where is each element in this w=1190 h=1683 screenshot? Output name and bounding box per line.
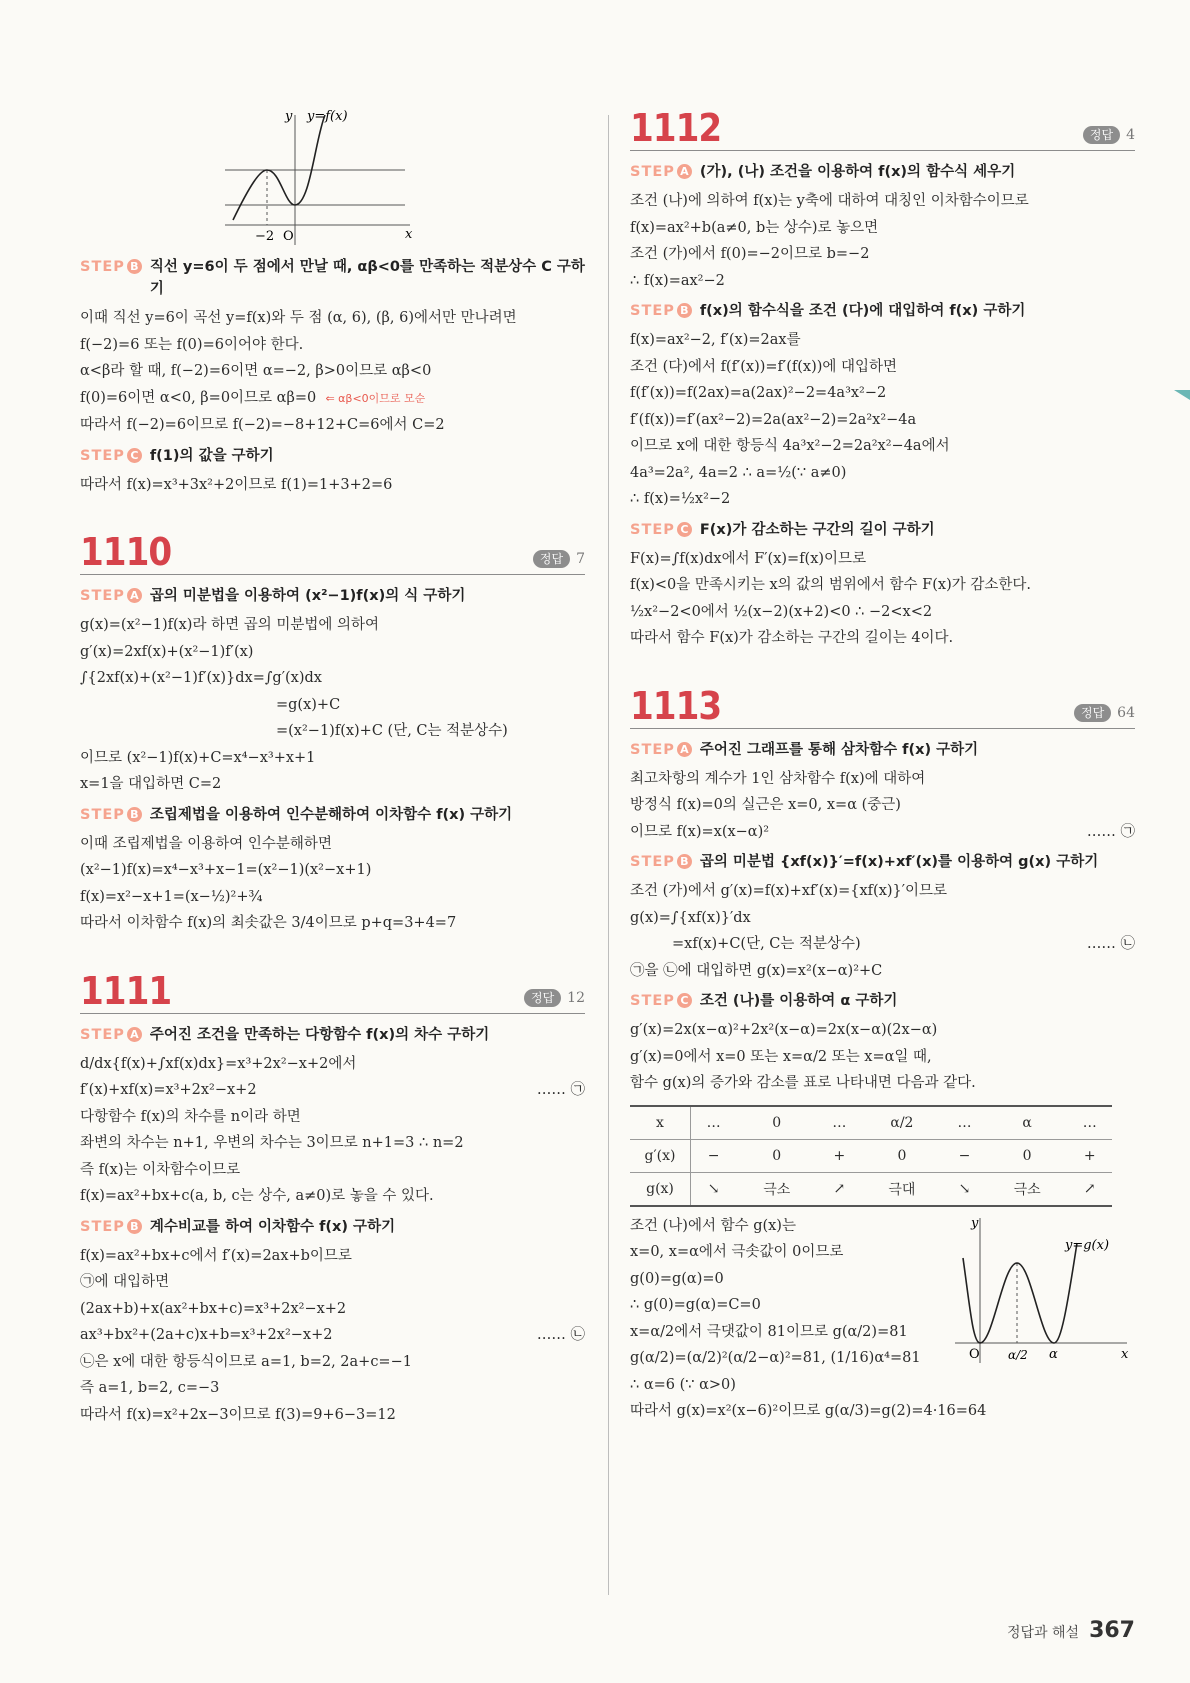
- graph-origin: O: [283, 229, 294, 244]
- step-1109-b: [80, 256, 585, 300]
- table-cell: −: [942, 1139, 986, 1172]
- graph-tick-alpha: α: [1049, 1346, 1058, 1362]
- text-line: 조건 (가)에서 f(0)=−2이므로 b=−2: [630, 246, 870, 262]
- text-line: 따라서 함수 F(x)가 감소하는 구간의 길이는 4이다.: [630, 630, 954, 646]
- problem-number: 1111: [80, 968, 172, 1013]
- step-1112-c: [630, 519, 1135, 541]
- table-cell: …: [1068, 1106, 1113, 1140]
- equation-marker: …… ㉡: [1086, 936, 1135, 952]
- text-line: ½x²−2<0에서 ½(x−2)(x+2)<0 ∴ −2<x<2: [630, 603, 933, 620]
- step-title: 조건 (나)를 이용하여 α 구하기: [699, 993, 898, 1009]
- page-number: 367: [1089, 1618, 1135, 1643]
- text-line: f(x)=ax²+bx+c에서 f′(x)=2ax+b이므로: [80, 1247, 352, 1264]
- step-1113-b: [630, 851, 1135, 873]
- right-column: [630, 72, 1135, 1425]
- step-1111-b: [80, 1216, 585, 1238]
- text-line: x=1을 대입하면 C=2: [80, 776, 222, 792]
- curve-f: [233, 115, 325, 220]
- problem-number: 1112: [630, 106, 722, 150]
- table-cell: …: [942, 1106, 986, 1140]
- answer-value: 64: [1117, 704, 1135, 721]
- answer-value: 4: [1126, 127, 1135, 143]
- table-cell: α/2: [862, 1106, 943, 1140]
- table-cell: …: [691, 1106, 737, 1140]
- text-line: x=0, x=α에서 극솟값이 0이므로: [630, 1244, 844, 1260]
- step-tag: STEP B: [80, 1216, 142, 1238]
- text-line: ㉠에 대입하면: [80, 1274, 170, 1290]
- table-row: [630, 1106, 1112, 1140]
- text-line: 이므로 x에 대한 항등식 4a³x²−2=2a²x²−4a에서: [630, 438, 950, 454]
- graph-x-label: x: [405, 227, 413, 242]
- step-tag: STEP A: [80, 585, 142, 607]
- table-cell: ↘: [691, 1172, 737, 1206]
- column-divider: [608, 115, 609, 1595]
- step-title: 조립제법을 이용하여 인수분해하여 이차함수 f(x) 구하기: [149, 806, 513, 823]
- step-tag: STEP C: [630, 519, 692, 541]
- text-line: f′(f(x))=f′(ax²−2)=2a(ax²−2)=2a²x²−4a: [630, 411, 917, 428]
- text-line: 조건 (다)에서 f(f′(x))=f′(f(x))에 대입하면: [630, 358, 898, 375]
- text-line: x=α/2에서 극댓값이 81이므로 g(α/2)=81: [630, 1323, 908, 1340]
- text-line: ∴ f(x)=½x²−2: [630, 491, 731, 507]
- problem-header-1110: [80, 526, 585, 575]
- step-tag: STEP A: [630, 161, 692, 183]
- table-cell: +: [1068, 1139, 1113, 1172]
- step-1112-b: [630, 300, 1135, 322]
- text-line: f(f′(x))=f(2ax)=a(2ax)²−2=4a³x²−2: [630, 385, 887, 401]
- text-line: =g(x)+C: [276, 696, 341, 713]
- text-line: 이때 직선 y=6이 곡선 y=f(x)와 두 점 (α, 6), (β, 6)에서만 만나려면: [80, 310, 517, 326]
- step-1113-c: [630, 990, 1135, 1012]
- text-line: ∫{2xf(x)+(x²−1)f′(x)}dx=∫g′(x)dx: [80, 670, 322, 686]
- text-line: f(x)=ax²+b(a≠0, b는 상수)로 놓으면: [630, 219, 879, 236]
- text-line: g(α/2)=(α/2)²(α/2−α)²=81, (1/16)α⁴=81: [630, 1350, 921, 1366]
- graph-x-label: x: [1121, 1346, 1129, 1362]
- sign-table: [630, 1105, 1112, 1207]
- table-cell: 0: [987, 1139, 1068, 1172]
- text-line: f′(x)+xf(x)=x³+2x²−x+2 …… ㉠: [80, 1077, 585, 1104]
- step-title: 계수비교를 하여 이차함수 f(x) 구하기: [149, 1218, 396, 1235]
- text-line: =xf(x)+C(단, C는 적분상수) …… ㉡: [630, 931, 1135, 958]
- left-column: [80, 100, 585, 1428]
- text-line: 즉 f(x)는 이차함수이므로: [80, 1161, 241, 1178]
- step-title: 곱의 미분법을 이용하여 (x²−1)f(x)의 식 구하기: [149, 588, 466, 604]
- problem-header-1111: [80, 965, 585, 1014]
- table-cell: 0: [736, 1106, 817, 1140]
- text-line: =(x²−1)f(x)+C (단, C는 적분상수): [276, 723, 508, 739]
- problem-number: 1110: [80, 530, 172, 574]
- text-line: f(x)=ax²−2, f′(x)=2ax를: [630, 332, 801, 348]
- step-1110-a: [80, 585, 585, 607]
- step-1112-a: [630, 161, 1135, 183]
- text-line: 따라서 f(x)=x³+3x²+2이므로 f(1)=1+3+2=6: [80, 476, 393, 493]
- graph-g-svg: [945, 1213, 1135, 1373]
- answer-value: 7: [576, 551, 585, 567]
- step-tag: STEP B: [80, 256, 142, 278]
- table-cell: …: [817, 1106, 861, 1140]
- table-cell: ↗: [817, 1172, 861, 1206]
- text-line: d/dx{f(x)+∫xf(x)dx}=x³+2x²−x+2에서: [80, 1055, 357, 1072]
- text-line: f(x)=x²−x+1=(x−½)²+¾: [80, 888, 263, 905]
- equation-marker: …… ㉠: [536, 1082, 585, 1098]
- step-title: F(x)가 감소하는 구간의 길이 구하기: [699, 521, 935, 538]
- text-line: g(0)=g(α)=0: [630, 1270, 724, 1287]
- table-cell: 극소: [736, 1172, 817, 1206]
- contradiction-note: ⇐ αβ<0이므로 모순: [325, 391, 426, 405]
- text-line: g(x)=∫{xf(x)}′dx: [630, 909, 751, 926]
- footer-label: 정답과 해설: [1006, 1625, 1080, 1641]
- text-line: α<β라 할 때, f(−2)=6이면 α=−2, β>0이므로 αβ<0: [80, 363, 432, 379]
- text-line: ax³+bx²+(2a+c)x+b=x³+2x²−x+2 …… ㉡: [80, 1322, 585, 1349]
- graph-tick-minus2: −2: [255, 229, 275, 244]
- text-line: 이때 조립제법을 이용하여 인수분해하면: [80, 835, 332, 852]
- step-title: 주어진 조건을 만족하는 다항함수 f(x)의 차수 구하기: [149, 1026, 490, 1043]
- table-cell: 극소: [987, 1172, 1068, 1206]
- table-cell: ↗: [1068, 1172, 1113, 1206]
- table-cell: ↘: [942, 1172, 986, 1206]
- table-cell: 극대: [862, 1172, 943, 1206]
- table-cell: α: [987, 1106, 1068, 1140]
- text-line: g(x)=(x²−1)f(x)라 하면 곱의 미분법에 의하여: [80, 617, 379, 633]
- text-line: g′(x)=2xf(x)+(x²−1)f′(x): [80, 643, 254, 660]
- graph-y-label: y: [971, 1215, 979, 1231]
- answer: [1083, 126, 1135, 144]
- text-line: 최고차항의 계수가 1인 삼차함수 f(x)에 대하여: [630, 770, 926, 787]
- step-1109-c: [80, 445, 585, 467]
- step-tag: STEP A: [80, 1024, 142, 1046]
- table-cell: g′(x): [630, 1139, 691, 1172]
- step-tag: STEP B: [80, 804, 142, 826]
- table-cell: g(x): [630, 1172, 691, 1206]
- text-line: g′(x)=2x(x−α)²+2x²(x−α)=2x(x−α)(2x−α): [630, 1022, 938, 1038]
- edge-tab-marker: [1174, 390, 1190, 400]
- step-title: f(x)의 함수식을 조건 (다)에 대입하여 f(x) 구하기: [699, 303, 1026, 319]
- equation-marker: …… ㉡: [536, 1327, 585, 1343]
- text-line: ㉠을 ㉡에 대입하면 g(x)=x²(x−α)²+C: [630, 962, 883, 979]
- text-line: 따라서 f(−2)=6이므로 f(−2)=−8+12+C=6에서 C=2: [80, 417, 445, 433]
- problem-header-1113: [630, 680, 1135, 729]
- text-line: g′(x)=0에서 x=0 또는 x=α/2 또는 x=α일 때,: [630, 1048, 932, 1065]
- text-line: 방정식 f(x)=0의 실근은 x=0, x=α (중근): [630, 797, 901, 813]
- text-line: 다항함수 f(x)의 차수를 n이라 하면: [80, 1108, 301, 1125]
- graph-f: [225, 100, 425, 250]
- problem-number: 1113: [630, 683, 722, 728]
- answer: [524, 989, 585, 1007]
- step-title: 주어진 그래프를 통해 삼차함수 f(x) 구하기: [699, 741, 979, 758]
- answer-badge: 정답: [524, 989, 561, 1007]
- answer: [1074, 704, 1135, 722]
- text-line: 이므로 f(x)=x(x−α)² …… ㉠: [630, 819, 1135, 846]
- answer: [533, 550, 585, 568]
- text-line: f(x)=ax²+bx+c(a, b, c는 상수, a≠0)로 놓을 수 있다.: [80, 1188, 434, 1204]
- step-tag: STEP C: [80, 445, 142, 467]
- step-title: 직선 y=6이 두 점에서 만날 때, αβ<0를 만족하는 적분상수 C 구하기: [149, 259, 585, 297]
- page-footer: [1007, 1618, 1135, 1643]
- graph-tick-alpha-half: α/2: [1008, 1347, 1028, 1362]
- step-tag: STEP B: [630, 300, 692, 322]
- graph-origin: O: [969, 1346, 980, 1362]
- graph-curve-label: y=f(x): [307, 109, 348, 124]
- table-cell: 0: [862, 1139, 943, 1172]
- problem-header-1112: [630, 102, 1135, 151]
- table-cell: −: [691, 1139, 737, 1172]
- conclusion-with-graph: [630, 1213, 1135, 1425]
- table-cell: 0: [736, 1139, 817, 1172]
- text-line: 조건 (가)에서 g′(x)=f(x)+xf′(x)={xf(x)}′이므로: [630, 883, 948, 899]
- table-cell: x: [630, 1106, 691, 1140]
- step-1111-a: [80, 1024, 585, 1046]
- graph-g: [945, 1213, 1135, 1373]
- graph-y-label: y: [285, 109, 293, 124]
- text-line: 따라서 이차함수 f(x)의 최솟값은 3/4이므로 p+q=3+4=7: [80, 915, 457, 931]
- text-line: (x²−1)f(x)=x⁴−x³+x−1=(x²−1)(x²−x+1): [80, 862, 372, 878]
- text-line: 이므로 (x²−1)f(x)+C=x⁴−x³+x+1: [80, 749, 316, 766]
- table-row: [630, 1172, 1112, 1206]
- step-tag: STEP B: [630, 851, 692, 873]
- text-line: 따라서 g(x)=x²(x−6)²이므로 g(α/3)=g(2)=4·16=64: [630, 1403, 987, 1419]
- text-line: F(x)=∫f(x)dx에서 F′(x)=f(x)이므로: [630, 550, 867, 567]
- text-line: 4a³=2a², 4a=2 ∴ a=½(∵ a≠0): [630, 464, 847, 481]
- text-line: 조건 (나)에서 함수 g(x)는: [630, 1217, 796, 1234]
- text-line: (2ax+b)+x(ax²+bx+c)=x³+2x²−x+2: [80, 1300, 347, 1317]
- text-line: ∴ α=6 (∵ α>0): [630, 1376, 736, 1393]
- graph-curve-label: y=g(x): [1065, 1237, 1110, 1253]
- text-line: 조건 (나)에 의하여 f(x)는 y축에 대하여 대칭인 이차함수이므로: [630, 193, 1029, 209]
- text-line: 따라서 f(x)=x²+2x−3이므로 f(3)=9+6−3=12: [80, 1406, 396, 1423]
- text-line: ㉡은 x에 대한 항등식이므로 a=1, b=2, 2a+c=−1: [80, 1353, 412, 1370]
- text-line: f(−2)=6 또는 f(0)=6이어야 한다.: [80, 336, 304, 353]
- text-line: 즉 a=1, b=2, c=−3: [80, 1380, 220, 1396]
- table-cell: +: [817, 1139, 861, 1172]
- step-tag: STEP C: [630, 990, 692, 1012]
- graph-f-svg: [225, 100, 425, 250]
- text-line: f(0)=6이면 α<0, β=0이므로 αβ=0 ⇐ αβ<0이므로 모순: [80, 389, 426, 406]
- step-1110-b: [80, 804, 585, 826]
- text-line: ∴ g(0)=g(α)=C=0: [630, 1297, 761, 1313]
- step-1113-a: [630, 739, 1135, 761]
- answer-badge: 정답: [1074, 704, 1111, 722]
- answer-value: 12: [567, 989, 585, 1006]
- text-line: 좌변의 차수는 n+1, 우변의 차수는 3이므로 n+1=3 ∴ n=2: [80, 1135, 464, 1151]
- text-line: ∴ f(x)=ax²−2: [630, 272, 725, 289]
- answer-badge: 정답: [1083, 126, 1120, 144]
- answer-badge: 정답: [533, 550, 570, 568]
- step-title: (가), (나) 조건을 이용하여 f(x)의 함수식 세우기: [699, 164, 1016, 180]
- text-line: f(x)<0을 만족시키는 x의 값의 범위에서 함수 F(x)가 감소한다.: [630, 577, 1031, 593]
- step-title: f(1)의 값을 구하기: [149, 447, 274, 464]
- step-tag: STEP A: [630, 739, 692, 761]
- step-title: 곱의 미분법 {xf(x)}′=f(x)+xf′(x)를 이용하여 g(x) 구하기: [699, 854, 1099, 870]
- table-row: [630, 1139, 1112, 1172]
- text-line: 함수 g(x)의 증가와 감소를 표로 나타내면 다음과 같다.: [630, 1075, 976, 1091]
- equation-marker: …… ㉠: [1086, 823, 1135, 840]
